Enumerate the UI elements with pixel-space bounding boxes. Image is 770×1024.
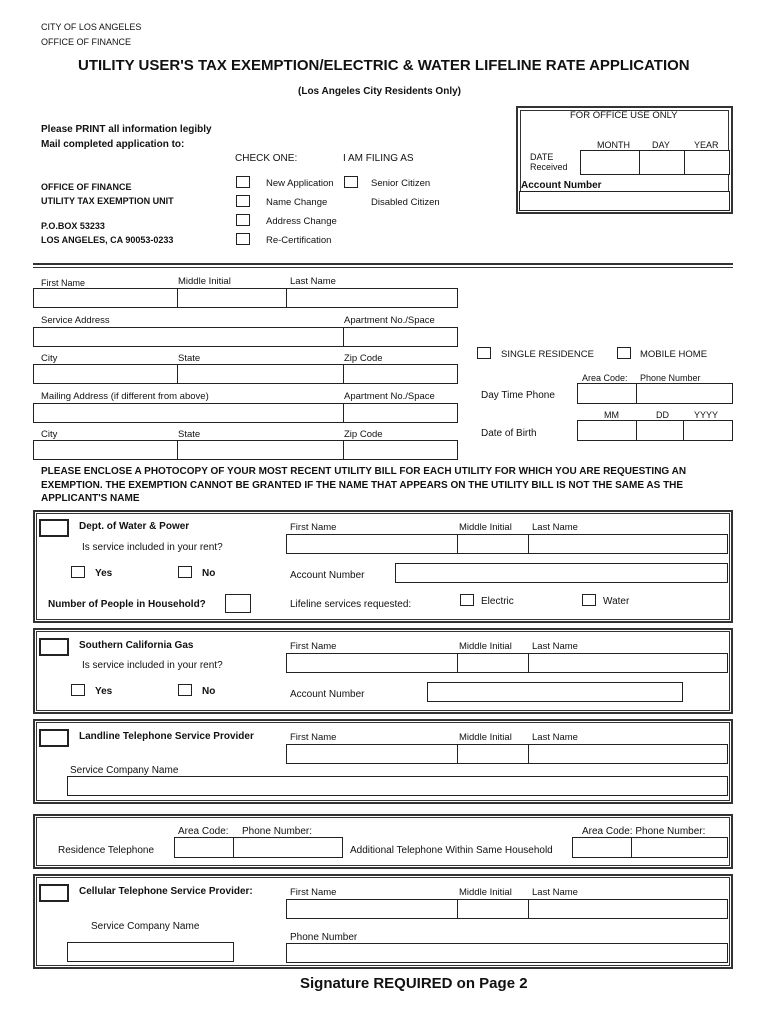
landline-last-name-input[interactable] — [528, 744, 728, 764]
name-change-checkbox[interactable] — [236, 195, 250, 207]
day-phone-label: Day Time Phone — [481, 390, 555, 401]
dwp-account-number-label: Account Number — [290, 570, 365, 581]
signature-notice: Signature REQUIRED on Page 2 — [300, 975, 528, 992]
household-input[interactable] — [225, 594, 251, 613]
office-account-number-field — [519, 191, 730, 211]
re-certification-checkbox[interactable] — [236, 233, 250, 245]
re-certification-label: Re-Certification — [266, 235, 332, 246]
water-checkbox[interactable] — [582, 594, 596, 606]
additional-phone-input[interactable] — [631, 837, 728, 858]
city-input-1[interactable] — [33, 364, 178, 384]
landline-middle-initial-label: Middle Initial — [459, 732, 512, 743]
new-application-label: New Application — [266, 178, 334, 189]
gas-middle-initial-input[interactable] — [457, 653, 529, 673]
dob-label: Date of Birth — [481, 428, 537, 439]
water-label: Water — [603, 596, 630, 607]
residence-area-code-label: Area Code: — [178, 826, 229, 837]
residence-area-input[interactable] — [174, 837, 234, 858]
dwp-last-name-input[interactable] — [528, 534, 728, 554]
apartment-input[interactable] — [343, 327, 458, 347]
phone-number-label: Phone Number — [640, 373, 701, 383]
service-address-label: Service Address — [41, 315, 110, 326]
section-divider — [33, 263, 733, 265]
dwp-middle-initial-label: Middle Initial — [459, 522, 512, 533]
landline-last-name-label: Last Name — [532, 732, 578, 743]
check-one-label: CHECK ONE: — [235, 153, 298, 164]
cellular-checkbox[interactable] — [39, 884, 69, 902]
address-change-label: Address Change — [266, 216, 337, 227]
mailing-address-input[interactable] — [33, 403, 344, 423]
cellular-middle-initial-input[interactable] — [457, 899, 529, 919]
senior-citizen-label: Senior Citizen — [371, 178, 431, 189]
dob-dd-label: DD — [656, 410, 669, 420]
landline-company-label: Service Company Name — [70, 765, 179, 776]
gas-no-label: No — [202, 686, 216, 697]
gas-last-name-label: Last Name — [532, 641, 578, 652]
dob-year-input[interactable] — [683, 420, 733, 441]
mobile-home-checkbox[interactable] — [617, 347, 631, 359]
gas-account-number-input[interactable] — [427, 682, 683, 702]
gas-yes-checkbox[interactable] — [71, 684, 85, 696]
mail-address-line-2: UTILITY TAX EXEMPTION UNIT — [41, 196, 174, 206]
zip-input-1[interactable] — [343, 364, 458, 384]
mail-address-line-3: P.O.BOX 53233 — [41, 221, 105, 231]
photocopy-notice: PLEASE ENCLOSE A PHOTOCOPY OF YOUR MOST RECENT UTILITY BILL FOR EACH UTILITY FOR WHICH YOU ARE REQUESTING AN EXEMPTION. THE EXEMPTION CANNOT BE GRANTED IF THE NAME THAT APPEARS ON THE UTILITY BILL IS NOT THE SAME AS THE APPLICANT'S NAME — [41, 466, 687, 504]
gas-no-checkbox[interactable] — [178, 684, 192, 696]
city-label-2: City — [41, 429, 58, 440]
cellular-first-name-input[interactable] — [286, 899, 458, 919]
dwp-yes-checkbox[interactable] — [71, 566, 85, 578]
filing-as-label: I AM FILING AS — [343, 153, 414, 164]
cellular-title: Cellular Telephone Service Provider: — [79, 886, 253, 897]
lifeline-label: Lifeline services requested: — [290, 599, 412, 610]
state-label-1: State — [178, 353, 201, 364]
apartment-input-2[interactable] — [343, 403, 458, 423]
cellular-middle-initial-label: Middle Initial — [459, 887, 512, 898]
print-instruction: Please PRINT all information legibly — [41, 124, 212, 135]
applicant-last-name-input[interactable] — [286, 288, 458, 308]
office-year-field — [684, 150, 730, 175]
dwp-no-checkbox[interactable] — [178, 566, 192, 578]
gas-first-name-input[interactable] — [286, 653, 458, 673]
state-label-2: State — [178, 429, 201, 440]
disabled-citizen-label: Disabled Citizen — [371, 197, 440, 208]
gas-yes-label: Yes — [95, 686, 113, 697]
dob-yyyy-label: YYYY — [694, 410, 719, 420]
new-application-checkbox[interactable] — [236, 176, 250, 188]
mail-address-line-1: OFFICE OF FINANCE — [41, 182, 132, 192]
residence-phone-input[interactable] — [233, 837, 343, 858]
dwp-first-name-label: First Name — [290, 522, 337, 533]
cellular-company-input[interactable] — [67, 942, 234, 962]
name-change-label: Name Change — [266, 197, 328, 208]
cellular-company-label: Service Company Name — [91, 921, 200, 932]
residence-phone-number-label: Phone Number: — [242, 826, 313, 837]
dob-mm-label: MM — [604, 410, 619, 420]
dwp-no-label: No — [202, 568, 216, 579]
cellular-last-name-input[interactable] — [528, 899, 728, 919]
electric-checkbox[interactable] — [460, 594, 474, 606]
office-use-month-label: MONTH — [597, 140, 630, 150]
mobile-home-label: MOBILE HOME — [640, 349, 708, 360]
landline-title: Landline Telephone Service Provider — [79, 731, 254, 742]
gas-rent-question: Is service included in your rent? — [82, 660, 223, 671]
cellular-phone-label: Phone Number — [290, 932, 358, 943]
office-label: OFFICE OF FINANCE — [41, 37, 131, 47]
dwp-title: Dept. of Water & Power — [79, 521, 190, 532]
household-label: Number of People in Household? — [48, 599, 206, 610]
day-phone-number-input[interactable] — [636, 383, 733, 404]
zip-label-1: Zip Code — [344, 353, 383, 364]
office-use-day-label: DAY — [652, 140, 670, 150]
dob-day-input[interactable] — [636, 420, 684, 441]
dwp-last-name-label: Last Name — [532, 522, 578, 533]
address-change-checkbox[interactable] — [236, 214, 250, 226]
cellular-last-name-label: Last Name — [532, 887, 578, 898]
gas-title: Southern California Gas — [79, 640, 194, 651]
additional-telephone-label: Additional Telephone Within Same Household — [350, 845, 553, 856]
applicant-last-name-label: Last Name — [290, 276, 336, 287]
apartment-label-2: Apartment No./Space — [344, 391, 435, 402]
gas-account-number-label: Account Number — [290, 689, 365, 700]
dwp-checkbox[interactable] — [39, 519, 69, 537]
landline-first-name-label: First Name — [290, 732, 337, 743]
landline-checkbox[interactable] — [39, 729, 69, 747]
dwp-middle-initial-input[interactable] — [457, 534, 529, 554]
state-input-1[interactable] — [177, 364, 344, 384]
page-title: UTILITY USER'S TAX EXEMPTION/ELECTRIC & WATER LIFELINE RATE APPLICATION — [78, 57, 690, 74]
applicant-middle-initial-input[interactable] — [177, 288, 287, 308]
city-label: CITY OF LOS ANGELES — [41, 22, 142, 32]
mail-instruction: Mail completed application to: — [41, 139, 185, 150]
single-residence-label: SINGLE RESIDENCE — [501, 349, 594, 360]
gas-first-name-label: First Name — [290, 641, 337, 652]
cellular-phone-input[interactable] — [286, 943, 728, 963]
page-subtitle: (Los Angeles City Residents Only) — [298, 86, 461, 97]
landline-company-input[interactable] — [67, 776, 728, 796]
office-month-field — [580, 150, 640, 175]
mailing-address-label: Mailing Address (if different from above) — [41, 391, 209, 402]
senior-citizen-checkbox[interactable] — [344, 176, 358, 188]
applicant-first-name-label: First Name — [41, 278, 86, 288]
city-input-2[interactable] — [33, 440, 178, 460]
office-account-number-label: Account Number — [521, 180, 602, 191]
residence-telephone-label: Residence Telephone — [58, 845, 155, 856]
dwp-rent-question: Is service included in your rent? — [82, 542, 223, 553]
applicant-first-name-input[interactable] — [33, 288, 178, 308]
dwp-first-name-input[interactable] — [286, 534, 458, 554]
zip-input-2[interactable] — [343, 440, 458, 460]
apartment-label: Apartment No./Space — [344, 315, 435, 326]
gas-checkbox[interactable] — [39, 638, 69, 656]
dob-month-input[interactable] — [577, 420, 637, 441]
landline-middle-initial-input[interactable] — [457, 744, 529, 764]
cellular-first-name-label: First Name — [290, 887, 337, 898]
dwp-yes-label: Yes — [95, 568, 113, 579]
city-label-1: City — [41, 353, 58, 364]
gas-middle-initial-label: Middle Initial — [459, 641, 512, 652]
office-day-field — [639, 150, 685, 175]
mail-address-line-4: LOS ANGELES, CA 90053-0233 — [41, 235, 174, 245]
single-residence-checkbox[interactable] — [477, 347, 491, 359]
office-use-title: FOR OFFICE USE ONLY — [570, 110, 678, 121]
office-use-year-label: YEAR — [694, 140, 719, 150]
day-phone-area-input[interactable] — [577, 383, 637, 404]
zip-label-2: Zip Code — [344, 429, 383, 440]
dwp-account-number-input[interactable] — [395, 563, 728, 583]
landline-first-name-input[interactable] — [286, 744, 458, 764]
section-divider-thin — [33, 267, 733, 268]
additional-area-input[interactable] — [572, 837, 632, 858]
state-input-2[interactable] — [177, 440, 344, 460]
applicant-middle-initial-label: Middle Initial — [178, 276, 231, 287]
service-address-input[interactable] — [33, 327, 344, 347]
area-code-label: Area Code: — [582, 373, 628, 383]
gas-last-name-input[interactable] — [528, 653, 728, 673]
additional-area-phone-label: Area Code: Phone Number: — [582, 826, 706, 837]
electric-label: Electric — [481, 596, 514, 607]
date-received-label: DATE Received — [530, 152, 568, 172]
